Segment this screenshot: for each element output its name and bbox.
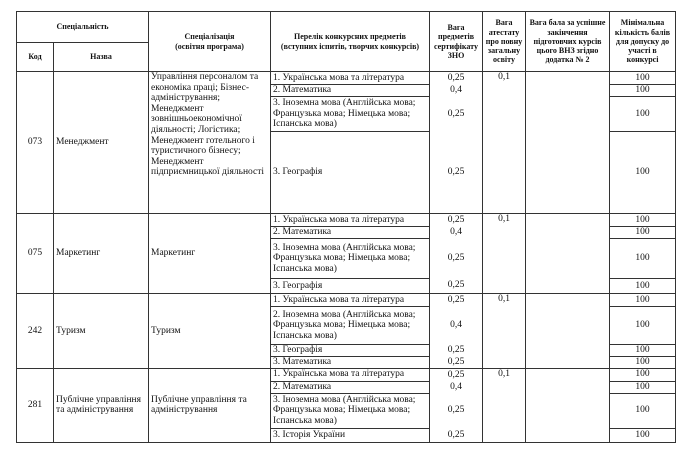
specialty-code: 281	[17, 368, 54, 442]
name-header: Назва	[54, 43, 149, 72]
subject-name: 2. Іноземна мова (Англійська мова; Французька мова; Німецька мова; Іспанська мова)	[271, 307, 430, 345]
min-score: 100	[610, 381, 676, 393]
specialization: Маркетинг	[149, 214, 271, 294]
min-score: 100	[610, 97, 676, 132]
courses-weight	[526, 294, 610, 369]
subject-name: 3. Історія України	[271, 428, 430, 442]
specialty-name: Маркетинг	[54, 214, 149, 294]
subject-name: 3. Іноземна мова (Англійська мова; Французька мова; Німецька мова; Іспанська мова)	[271, 393, 430, 428]
zno-weight: 0,25	[430, 345, 483, 357]
subject-name: 3. Математика	[271, 356, 430, 368]
min-score: 100	[610, 85, 676, 97]
min-score: 100	[610, 393, 676, 428]
subject-name: 1. Українська мова та література	[271, 214, 430, 227]
subject-name: 3. Географія	[271, 345, 430, 357]
specialty-code: 242	[17, 294, 54, 369]
zno-weight: 0,25	[430, 356, 483, 368]
min-score: 100	[610, 356, 676, 368]
courses-weight	[526, 72, 610, 214]
zno-weight: 0,25	[430, 294, 483, 307]
zno-weight: 0,4	[430, 307, 483, 345]
table-row	[17, 214, 676, 227]
specialty-header: Спеціальність	[17, 12, 149, 43]
min-score: 100	[610, 294, 676, 307]
specialty-name: Публічне управління та адміністрування	[54, 368, 149, 442]
min-score: 100	[610, 227, 676, 239]
zno-weight: 0,25	[430, 393, 483, 428]
specialty-code: 073	[17, 72, 54, 214]
attestat-weight-header: Вага атестату про повну загальну освіту	[483, 12, 526, 72]
subjects-header: Перелік конкурсних предметів (вступних іспитів, творчих конкурсів)	[271, 12, 430, 72]
subject-name: 3. Географія	[271, 279, 430, 294]
zno-weight: 0,25	[430, 428, 483, 442]
zno-weight: 0,25	[430, 97, 483, 132]
attestat-weight: 0,1	[483, 368, 526, 442]
courses-weight-header: Вага бала за успішне закінчення підготовчих курсів цього ВНЗ згідно додатка № 2	[526, 12, 610, 72]
subject-name: 1. Українська мова та література	[271, 294, 430, 307]
subject-name: 1. Українська мова та література	[271, 368, 430, 381]
subject-name: 2. Математика	[271, 85, 430, 97]
min-score: 100	[610, 307, 676, 345]
specialization: Туризм	[149, 294, 271, 369]
min-score: 100	[610, 279, 676, 294]
zno-weight: 0,25	[430, 279, 483, 294]
specialization: Публічне управління та адміністрування	[149, 368, 271, 442]
zno-weight: 0,25	[430, 368, 483, 381]
min-score: 100	[610, 214, 676, 227]
courses-weight	[526, 214, 610, 294]
specialty-name: Менеджмент	[54, 72, 149, 214]
specialization: Управління персоналом та економіка праці; Бізнес-адміністрування; Менеджмент зовнішньоекономічної діяльності; Логістика; Менеджмент готельного і туристичного бізнесу; Менеджмент підприємницької діяльності	[149, 72, 271, 214]
zno-weight: 0,4	[430, 227, 483, 239]
zno-weight-header: Вага предметів сертифікату ЗНО	[430, 12, 483, 72]
specialty-name: Туризм	[54, 294, 149, 369]
subject-name: 3. Географія	[271, 132, 430, 214]
zno-weight: 0,4	[430, 85, 483, 97]
zno-weight: 0,4	[430, 381, 483, 393]
attestat-weight: 0,1	[483, 214, 526, 294]
table-row	[17, 368, 676, 381]
code-header: Код	[17, 43, 54, 72]
min-score: 100	[610, 239, 676, 279]
subject-name: 3. Іноземна мова (Англійська мова; Французька мова; Німецька мова; Іспанська мова)	[271, 97, 430, 132]
zno-weight: 0,25	[430, 72, 483, 85]
min-score: 100	[610, 345, 676, 357]
table-row	[17, 294, 676, 307]
specialization-header: Спеціалізація (освітня програма)	[149, 12, 271, 72]
subject-name: 2. Математика	[271, 227, 430, 239]
attestat-weight: 0,1	[483, 72, 526, 214]
subject-name: 2. Математика	[271, 381, 430, 393]
min-score: 100	[610, 428, 676, 442]
zno-weight: 0,25	[430, 239, 483, 279]
table-row	[17, 72, 676, 85]
subject-name: 3. Іноземна мова (Англійська мова; Французька мова; Німецька мова; Іспанська мова)	[271, 239, 430, 279]
specialty-code: 075	[17, 214, 54, 294]
zno-weight: 0,25	[430, 214, 483, 227]
min-score: 100	[610, 368, 676, 381]
min-score: 100	[610, 72, 676, 85]
admission-table	[16, 11, 676, 443]
subject-name: 1. Українська мова та література	[271, 72, 430, 85]
min-score-header: Мінімальна кількість балів для допуску до участі в конкурсі	[610, 12, 676, 72]
attestat-weight: 0,1	[483, 294, 526, 369]
zno-weight: 0,25	[430, 132, 483, 214]
courses-weight	[526, 368, 610, 442]
min-score: 100	[610, 132, 676, 214]
